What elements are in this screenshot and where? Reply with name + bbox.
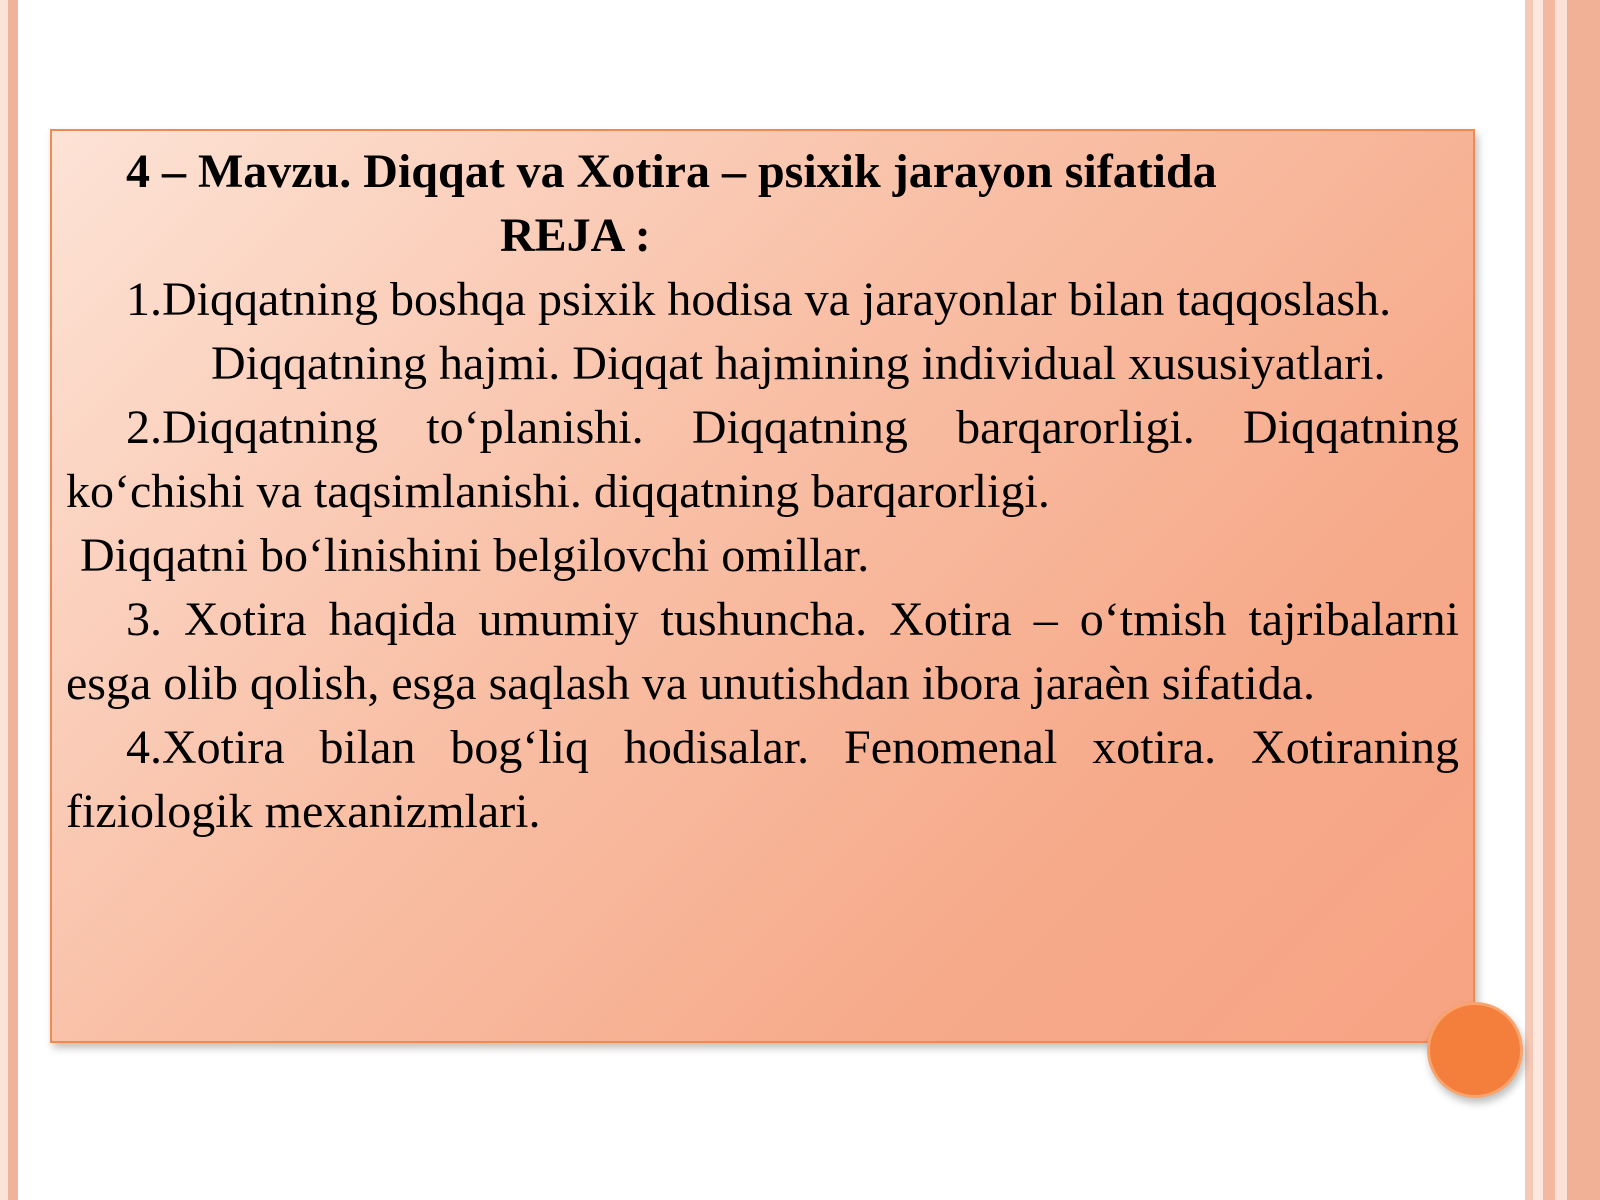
plan-item-2b: Diqqatni bo‘linishini belgilovchi omillar. bbox=[80, 529, 870, 582]
slide-title: 4 – Mavzu. Diqqat va Xotira – psixik jarayon sifatida bbox=[126, 145, 1217, 198]
slide-text bbox=[66, 140, 1459, 844]
plan-item-1b: Diqqatning hajmi. Diqqat hajmining individual xususiyatlari. bbox=[211, 337, 1386, 390]
plan-item-1: 1.Diqqatning boshqa psixik hodisa va jarayonlar bilan taqqoslash. bbox=[126, 273, 1392, 326]
decorative-circle bbox=[1427, 1002, 1523, 1098]
right-stripe-4 bbox=[1555, 0, 1567, 1200]
plan-item-2: 2.Diqqatning to‘planishi. Diqqatning barqarorligi. Diqqatning ko‘chishi va taqsimlanishi. diqqatning barqarorligi. bbox=[66, 401, 1459, 518]
plan-item-3: 3. Xotira haqida umumiy tushuncha. Xotira – o‘tmish tajribalarni esga olib qolish, esga saqlash va unutishdan ibora jaraèn sifatida. bbox=[66, 593, 1459, 710]
right-stripe-5 bbox=[1567, 0, 1600, 1200]
left-decorative-stripe-inner bbox=[8, 0, 18, 1200]
right-decorative-stripes bbox=[1525, 0, 1600, 1200]
right-stripe-2 bbox=[1533, 0, 1543, 1200]
right-stripe-1 bbox=[1525, 0, 1533, 1200]
plan-item-4: 4.Xotira bilan bog‘liq hodisalar. Fenomenal xotira. Xotiraning fiziologik mexanizmlari. bbox=[66, 721, 1459, 838]
plan-heading: REJA : bbox=[500, 209, 651, 262]
right-stripe-3 bbox=[1543, 0, 1555, 1200]
